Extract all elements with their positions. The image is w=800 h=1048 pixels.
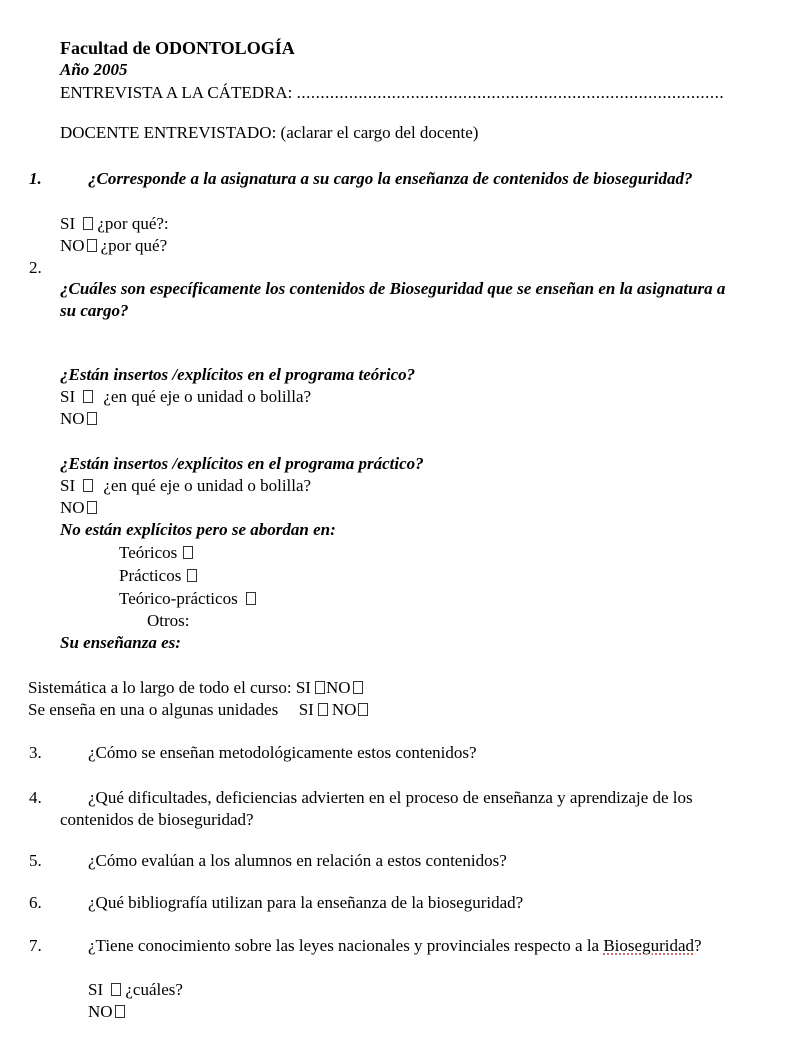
question-1-number: 1. [29, 169, 42, 188]
teorico-si-label: SI [60, 387, 76, 406]
teorico-follow: ¿en qué eje o unidad o bolilla? [103, 387, 312, 406]
ensenanza-label: Su enseñanza es: [60, 633, 181, 652]
option-practicos [119, 566, 201, 586]
option-practicos-checkbox[interactable] [187, 569, 197, 582]
q7-si-row [88, 980, 183, 1000]
sistematica-row [28, 678, 367, 698]
unidades-si-label: SI [298, 700, 314, 719]
question-3-number: 3. [29, 743, 42, 762]
q1-si-row [60, 214, 169, 234]
sistematica-no-label: NO [325, 678, 351, 697]
question-5-text: ¿Cómo evalúan a los alumnos en relación a estos contenidos? [88, 851, 507, 870]
q1-si-label: SI [60, 214, 76, 233]
option-teorico-practicos-label: Teórico-prácticos [119, 589, 238, 608]
question-6-number: 6. [29, 893, 42, 912]
teorico-si-checkbox[interactable] [83, 390, 93, 403]
question-4-text-line1: ¿Qué dificultades, deficiencias advierten en el proceso de enseñanza y aprendizaje de los [88, 788, 693, 807]
unidades-no-checkbox[interactable] [358, 703, 368, 716]
question-4-number: 4. [29, 788, 42, 807]
question-7-number: 7. [29, 936, 42, 955]
question-2-text-line1: ¿Cuáles son específicamente los contenidos de Bioseguridad que se enseñan en la asignatura a [60, 279, 726, 298]
q1-si-checkbox[interactable] [83, 217, 93, 230]
teorico-question: ¿Están insertos /explícitos en el programa teórico? [60, 365, 416, 384]
q1-no-follow: ¿por qué? [100, 236, 168, 255]
q7-no-label: NO [88, 1002, 113, 1021]
year-label: Año 2005 [60, 60, 128, 79]
practico-follow: ¿en qué eje o unidad o bolilla? [103, 476, 312, 495]
interview-blank: .......................................................................................... [296, 83, 725, 102]
teorico-no-label: NO [60, 409, 85, 428]
sistematica-label: Sistemática a lo largo de todo el curso: SI [28, 678, 311, 697]
question-2-number: 2. [29, 258, 42, 277]
q7-si-label: SI [88, 980, 104, 999]
option-teoricos-label: Teóricos [119, 543, 178, 562]
faculty-title: Facultad de ODONTOLOGÍA [60, 38, 295, 58]
question-7-keyword: Bioseguridad [603, 936, 694, 955]
q7-si-follow: ¿cuáles? [125, 980, 183, 999]
practico-si-row [60, 476, 311, 496]
practico-question: ¿Están insertos /explícitos en el programa práctico? [60, 454, 424, 473]
practico-no-checkbox[interactable] [87, 501, 97, 514]
practico-no-label: NO [60, 498, 85, 517]
unidades-row [28, 700, 372, 720]
teorico-no-checkbox[interactable] [87, 412, 97, 425]
interview-label: ENTREVISTA A LA CÁTEDRA: [60, 83, 293, 102]
question-1-text: ¿Corresponde a la asignatura a su cargo la enseñanza de contenidos de bioseguridad? [88, 169, 693, 188]
question-3-text: ¿Cómo se enseñan metodológicamente estos contenidos? [88, 743, 477, 762]
teacher-label: DOCENTE ENTREVISTADO: (aclarar el cargo del docente) [60, 123, 479, 142]
practico-no-row [60, 498, 101, 518]
not-explicit-label: No están explícitos pero se abordan en: [60, 520, 336, 539]
question-4-text-line2: contenidos de bioseguridad? [60, 810, 254, 829]
q1-si-follow: ¿por qué?: [97, 214, 169, 233]
practico-si-label: SI [60, 476, 76, 495]
question-7-text-main: ¿Tiene conocimiento sobre las leyes nacionales y provinciales respecto a la [88, 936, 600, 955]
interview-line [60, 83, 724, 103]
question-6-text: ¿Qué bibliografía utilizan para la enseñanza de la bioseguridad? [88, 893, 524, 912]
practico-si-checkbox[interactable] [83, 479, 93, 492]
q1-no-label: NO [60, 236, 85, 255]
question-2-text-line2: su cargo? [60, 301, 129, 320]
q1-no-row [60, 236, 167, 256]
q7-no-row [88, 1002, 129, 1022]
sistematica-si-checkbox[interactable] [315, 681, 325, 694]
question-7-text [88, 936, 702, 956]
q7-no-checkbox[interactable] [115, 1005, 125, 1018]
option-otros: Otros: [147, 611, 190, 630]
option-teoricos-checkbox[interactable] [183, 546, 193, 559]
option-teorico-practicos [119, 589, 260, 609]
option-practicos-label: Prácticos [119, 566, 182, 585]
teorico-no-row [60, 409, 101, 429]
question-5-number: 5. [29, 851, 42, 870]
teorico-si-row [60, 387, 311, 407]
unidades-no-label: NO [331, 700, 357, 719]
unidades-label: Se enseña en una o algunas unidades [28, 700, 279, 719]
q7-si-checkbox[interactable] [111, 983, 121, 996]
q1-no-checkbox[interactable] [87, 239, 97, 252]
unidades-si-checkbox[interactable] [318, 703, 328, 716]
option-teoricos [119, 543, 197, 563]
sistematica-no-checkbox[interactable] [353, 681, 363, 694]
question-7-end: ? [694, 936, 702, 955]
option-teorico-practicos-checkbox[interactable] [246, 592, 256, 605]
